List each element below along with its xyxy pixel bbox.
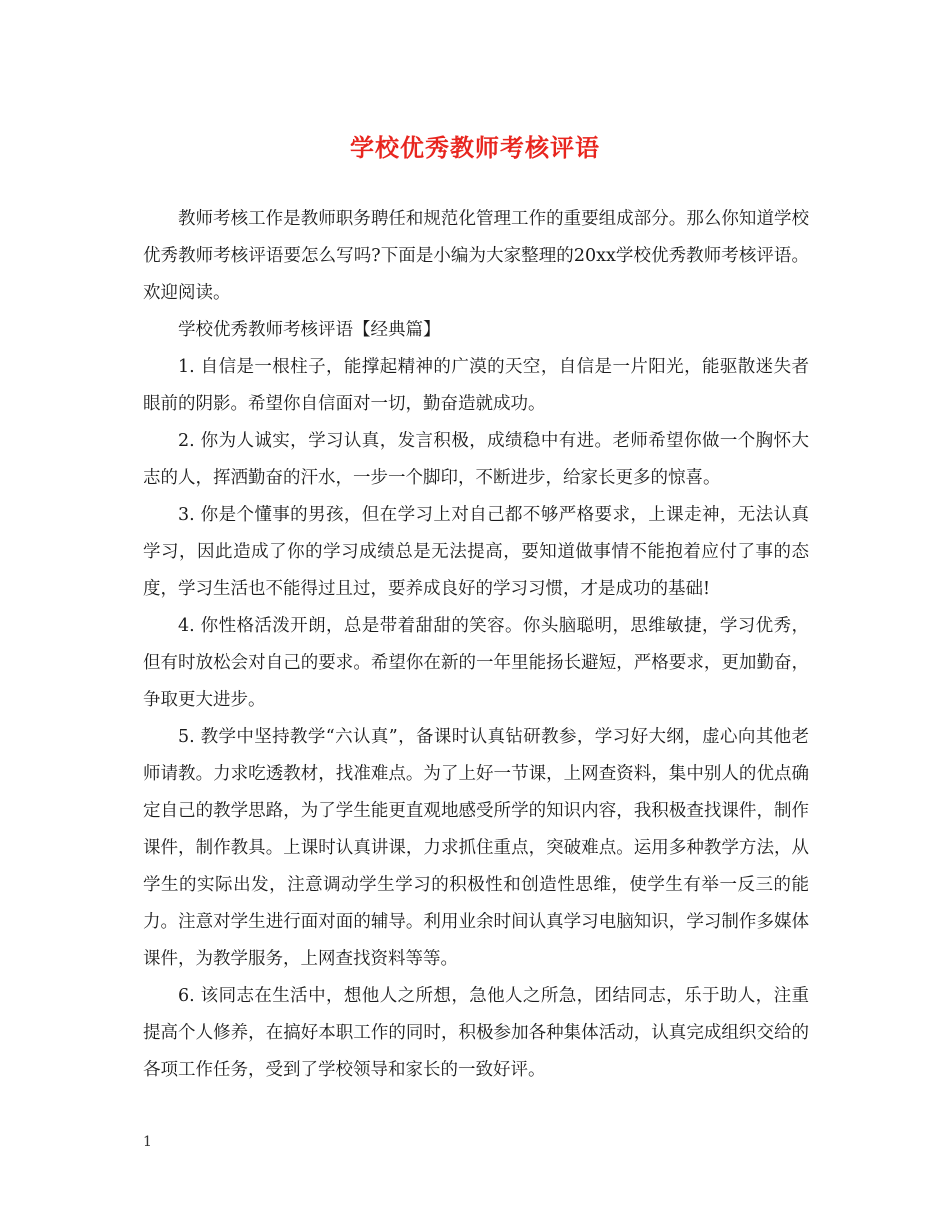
comment-item-6: 6. 该同志在生活中，想他人之所想，急他人之所急，团结同志，乐于助人，注重提高个人修养，在搞好本职工作的同时，积极参加各种集体活动，认真完成组织交给的各项工作任务，受到了学校领导和家长的一致好评。 (143, 986, 809, 1080)
intro-paragraph: 教师考核工作是教师职务聘任和规范化管理工作的重要组成部分。那么你知道学校优秀教师考核评语要怎么写吗?下面是小编为大家整理的20xx学校优秀教师考核评语。欢迎阅读。 (143, 209, 809, 303)
section-heading: 学校优秀教师考核评语【经典篇】 (178, 320, 441, 340)
document-title: 学校优秀教师考核评语 (350, 133, 600, 162)
comment-item-5: 5. 教学中坚持教学“六认真”，备课时认真钻研教参，学习好大纲，虚心向其他老师请教。力求吃透教材，找准难点。为了上好一节课，上网查资料，集中别人的优点确定自己的教学思路，为了学生能更直观地感受所学的知识内容，我积极查找课件，制作课件，制作教具。上课时认真讲课，力求抓住重点，突破难点。运用多种教学方法，从学生的实际出发，注意调动学生学习的积极性和创造性思维，使学生有举一反三的能力。注意对学生进行面对面的辅导。利用业余时间认真学习电脑知识，学习制作多媒体课件，为教学服务，上网查找资料等等。 (143, 727, 809, 969)
comment-item-2: 2. 你为人诚实，学习认真，发言积极，成绩稳中有进。老师希望你做一个胸怀大志的人，挥洒勤奋的汗水，一步一个脚印，不断进步，给家长更多的惊喜。 (143, 431, 809, 488)
comment-item-1: 1. 自信是一根柱子，能撑起精神的广漠的天空，自信是一片阳光，能驱散迷失者眼前的阴影。希望你自信面对一切，勤奋造就成功。 (143, 357, 809, 414)
page-number: 1 (143, 1134, 152, 1150)
comment-item-3: 3. 你是个懂事的男孩，但在学习上对自己都不够严格要求，上课走神，无法认真学习，因此造成了你的学习成绩总是无法提高，要知道做事情不能抱着应付了事的态度，学习生活也不能得过且过，要养成良好的学习习惯，才是成功的基础! (143, 505, 809, 599)
document-body (143, 201, 809, 1089)
comment-item-4: 4. 你性格活泼开朗，总是带着甜甜的笑容。你头脑聪明，思维敏捷，学习优秀，但有时放松会对自己的要求。希望你在新的一年里能扬长避短，严格要求，更加勤奋，争取更大进步。 (143, 616, 809, 710)
